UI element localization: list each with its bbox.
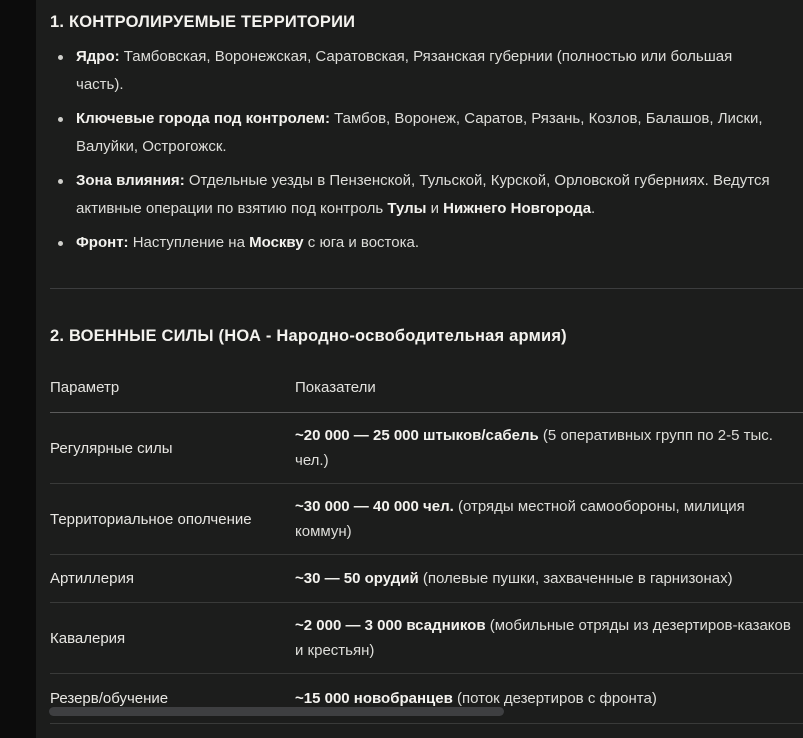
list-item-text: с юга и востока. xyxy=(303,234,419,251)
list-item-bold: Нижнего Новгорода xyxy=(443,200,592,217)
territories-list xyxy=(50,43,779,257)
list-item-text: . xyxy=(591,200,596,217)
list-item-label: Зона влияния: xyxy=(76,172,185,189)
bullet-icon xyxy=(58,179,63,184)
param-cell: Территориальное ополчение xyxy=(50,484,295,555)
list-item xyxy=(57,105,779,161)
section-heading-military-forces: 2. ВОЕННЫЕ СИЛЫ (НОА - Народно-освободительная армия) xyxy=(50,327,567,345)
value-cell xyxy=(295,603,803,674)
value-bold: ~2 000 — 3 000 всадников xyxy=(295,617,486,634)
section-divider xyxy=(50,288,803,289)
list-item-text: Тамбов, Воронеж, Саратов, Рязань, Козлов, Балашов, Лиски, Валуйки, Острогожск. xyxy=(76,110,763,155)
value-bold: ~20 000 — 25 000 штыков/сабель xyxy=(295,427,539,444)
bullet-icon xyxy=(58,241,63,246)
list-item-text: и xyxy=(426,200,444,217)
value-cell xyxy=(295,413,803,484)
table-row xyxy=(50,555,803,603)
table-row xyxy=(50,674,803,724)
value-cell xyxy=(295,674,803,724)
param-cell: Артиллерия xyxy=(50,555,295,603)
value-bold: ~30 — 50 орудий xyxy=(295,570,419,587)
list-item-bold: Москву xyxy=(249,234,304,251)
value-bold: ~15 000 новобранцев xyxy=(295,690,453,707)
table-row xyxy=(50,603,803,674)
value-rest: (5 оперативных групп по 2-5 тыс. чел.) xyxy=(295,427,773,469)
list-item-bold: Тулы xyxy=(387,200,427,217)
value-rest: (мобильные отряды из дезертиров-казаков и крестьян) xyxy=(295,617,791,659)
list-item xyxy=(57,167,779,223)
list-item-label: Ядро: xyxy=(76,48,120,65)
param-cell: Резерв/обучение xyxy=(50,674,295,724)
list-item-label: Фронт: xyxy=(76,234,129,251)
param-cell: Регулярные силы xyxy=(50,413,295,484)
list-item-text: Отдельные уезды в Пензенской, Тульской, Курской, Орловской губерниях. Ведутся активные операции по взятию под контроль xyxy=(76,172,770,217)
list-item xyxy=(57,43,779,99)
param-cell: Кавалерия xyxy=(50,603,295,674)
list-item-text: Тамбовская, Воронежская, Саратовская, Рязанская губернии (полностью или большая часть). xyxy=(76,48,733,93)
value-cell xyxy=(295,555,803,603)
table-header-row xyxy=(50,365,803,413)
horizontal-scrollbar-thumb[interactable] xyxy=(49,707,504,716)
chat-message-content xyxy=(36,0,803,738)
value-rest: (отряды местной самообороны, милиция коммун) xyxy=(295,498,745,540)
list-item-label: Ключевые города под контролем: xyxy=(76,110,330,127)
military-forces-table xyxy=(50,365,803,724)
value-cell xyxy=(295,484,803,555)
bullet-icon xyxy=(58,117,63,122)
column-header-values: Показатели xyxy=(295,365,803,413)
value-rest: (поток дезертиров с фронта) xyxy=(452,690,657,707)
list-item-text: Наступление на xyxy=(128,234,250,251)
bullet-icon xyxy=(58,55,63,60)
value-bold: ~30 000 — 40 000 чел. xyxy=(295,498,454,515)
value-rest: (полевые пушки, захваченные в гарнизонах) xyxy=(418,570,733,587)
section-heading-territories: 1. КОНТРОЛИРУЕМЫЕ ТЕРРИТОРИИ xyxy=(50,13,356,31)
list-item xyxy=(57,229,779,257)
table-row xyxy=(50,484,803,555)
column-header-parameter: Параметр xyxy=(50,365,295,413)
table-row xyxy=(50,413,803,484)
window-left-edge xyxy=(0,0,36,738)
